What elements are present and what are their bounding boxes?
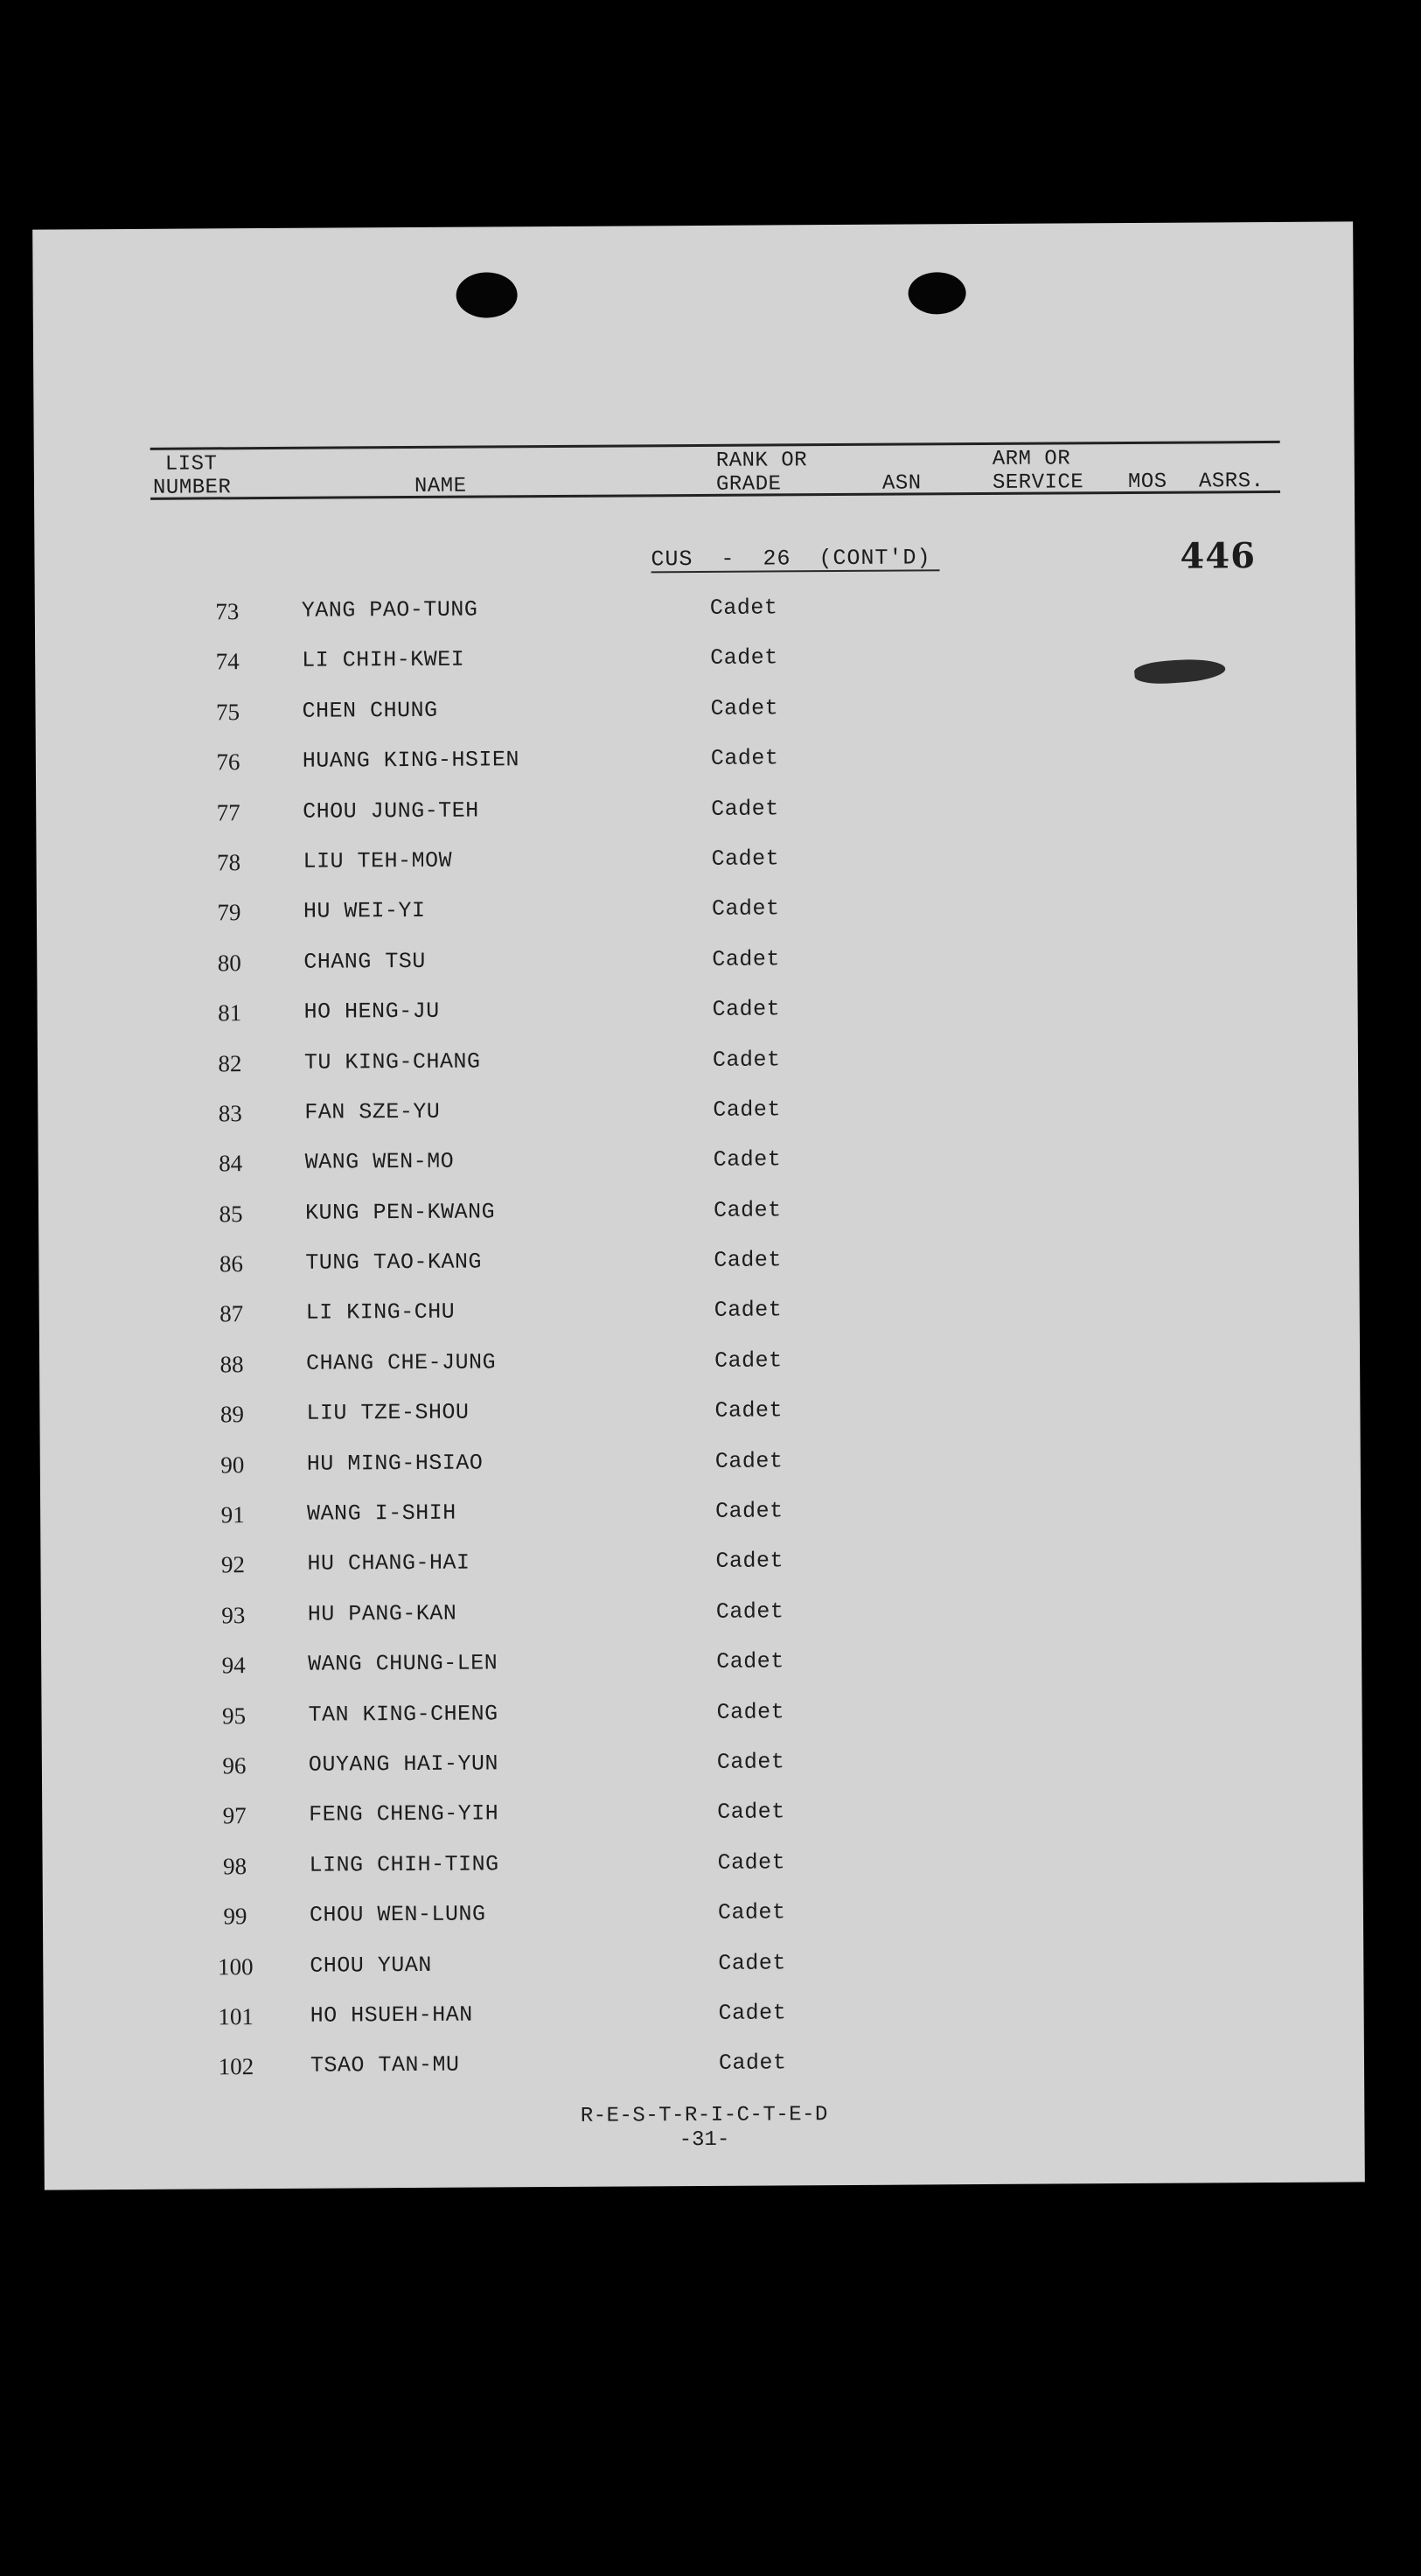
list-number: 94 — [221, 1652, 246, 1679]
person-name: LIU TZE-SHOU — [306, 1399, 470, 1426]
list-number: 80 — [217, 949, 241, 977]
person-name: TUNG TAO-KANG — [305, 1249, 483, 1276]
list-number: 86 — [219, 1250, 243, 1278]
list-number: 73 — [215, 598, 240, 625]
footer-page-number: -31- — [679, 2127, 730, 2153]
page-number-stamp: 446 — [1180, 535, 1257, 577]
list-number: 95 — [221, 1702, 247, 1729]
table-row — [43, 1897, 1363, 1955]
list-number: 85 — [219, 1200, 243, 1228]
list-number: 102 — [218, 2053, 254, 2080]
table-row — [38, 1144, 1359, 1202]
rank-grade: Cadet — [713, 1097, 781, 1123]
person-name: HU CHANG-HAI — [307, 1550, 470, 1577]
person-name: CHANG TSU — [303, 948, 426, 975]
person-name: HU PANG-KAN — [307, 1600, 457, 1627]
table-row — [40, 1445, 1361, 1503]
rank-grade: Cadet — [715, 1498, 784, 1524]
list-number: 74 — [215, 648, 240, 675]
list-number: 101 — [218, 2003, 254, 2030]
person-name: WANG I-SHIH — [307, 1500, 456, 1527]
rank-grade: Cadet — [709, 595, 778, 621]
list-number: 82 — [218, 1049, 242, 1076]
list-number: 100 — [217, 1953, 254, 1980]
person-name: LI KING-CHU — [305, 1299, 456, 1326]
header-mos: MOS — [1127, 470, 1167, 494]
header-arm-line1: ARM OR — [992, 447, 1071, 471]
list-number: 98 — [223, 1852, 247, 1880]
table-row — [44, 2047, 1364, 2106]
list-number: 90 — [220, 1451, 245, 1478]
list-number: 97 — [222, 1802, 247, 1829]
person-name: HO HENG-JU — [303, 998, 440, 1025]
header-asrs: ASRS. — [1198, 470, 1264, 494]
table-row — [41, 1595, 1362, 1654]
table-row — [43, 1946, 1363, 2005]
table-row — [38, 993, 1358, 1052]
rank-grade: Cadet — [711, 795, 779, 822]
section-title: CUS - 26 (CONT'D) — [651, 545, 931, 573]
person-name: TAN KING-CHENG — [308, 1701, 498, 1728]
table-row — [38, 1043, 1358, 1102]
list-number: 93 — [221, 1601, 246, 1629]
list-number: 78 — [216, 849, 241, 876]
header-name: NAME — [414, 474, 467, 498]
person-name: CHEN CHUNG — [302, 697, 438, 724]
list-number: 92 — [220, 1551, 246, 1578]
table-row — [37, 842, 1357, 901]
document-page — [32, 221, 1365, 2190]
rank-grade: Cadet — [714, 1448, 784, 1474]
list-number: 81 — [218, 999, 242, 1027]
person-name: LING CHIH-TING — [309, 1851, 499, 1878]
header-rank-line2: GRADE — [715, 472, 782, 497]
table-row — [41, 1695, 1362, 1754]
rank-grade: Cadet — [713, 1197, 782, 1223]
rank-grade: Cadet — [717, 1849, 786, 1876]
header-asn: ASN — [881, 471, 922, 496]
table-row — [37, 943, 1357, 1001]
rank-grade: Cadet — [717, 1899, 786, 1926]
person-name: FENG CHENG-YIH — [309, 1800, 499, 1828]
rank-grade: Cadet — [715, 1548, 784, 1575]
table-row — [38, 1194, 1359, 1252]
list-number: 76 — [216, 748, 240, 776]
rank-grade: Cadet — [710, 695, 779, 721]
person-name: CHOU JUNG-TEH — [303, 797, 479, 825]
list-number: 83 — [218, 1100, 242, 1127]
table-row — [40, 1494, 1361, 1553]
roster-list — [35, 591, 1364, 2105]
rank-grade: Cadet — [712, 1046, 781, 1073]
person-name: WANG CHUNG-LEN — [308, 1650, 498, 1677]
person-name: YANG PAO-TUNG — [301, 596, 478, 623]
person-name: WANG WEN-MO — [304, 1149, 455, 1176]
table-row — [42, 1796, 1362, 1855]
list-number: 89 — [219, 1401, 245, 1428]
table-row — [38, 1243, 1359, 1302]
table-row — [40, 1545, 1361, 1604]
person-name: TSAO TAN-MU — [310, 2052, 460, 2079]
person-name: OUYANG HAI-YUN — [308, 1751, 499, 1778]
restricted-marking: R-E-S-T-R-I-C-T-E-D — [580, 2103, 829, 2128]
rank-grade: Cadet — [710, 745, 779, 772]
rank-grade: Cadet — [714, 1347, 783, 1374]
rank-grade: Cadet — [711, 895, 780, 922]
table-row — [37, 893, 1357, 951]
table-row — [43, 1846, 1363, 1904]
rank-grade: Cadet — [711, 846, 780, 872]
list-number: 77 — [216, 798, 240, 825]
person-name: CHOU YUAN — [310, 1952, 432, 1979]
header-list-number-line2: NUMBER — [152, 476, 232, 500]
person-name: HO HSUEH-HAN — [310, 2002, 473, 2029]
rank-grade: Cadet — [713, 1146, 782, 1173]
table-row — [42, 1745, 1362, 1804]
rank-grade: Cadet — [715, 1598, 784, 1625]
rank-grade: Cadet — [716, 1648, 784, 1675]
person-name: KUNG PEN-KWANG — [304, 1199, 496, 1226]
rank-grade: Cadet — [717, 1799, 785, 1826]
list-number: 84 — [219, 1150, 243, 1177]
header-rule-top — [150, 441, 1280, 450]
list-number: 79 — [217, 899, 241, 926]
header-list-number-line1: LIST — [164, 452, 218, 477]
list-number: 91 — [220, 1501, 245, 1528]
list-number: 75 — [215, 698, 240, 726]
table-row — [39, 1395, 1360, 1453]
person-name: LIU TEH-MOW — [303, 847, 453, 874]
person-name: HUANG KING-HSIEN — [302, 747, 520, 774]
table-row — [35, 591, 1355, 650]
list-number: 96 — [222, 1752, 247, 1779]
list-number: 99 — [223, 1903, 247, 1930]
rank-grade: Cadet — [712, 996, 781, 1023]
header-arm-line2: SERVICE — [992, 470, 1084, 495]
list-number: 88 — [219, 1351, 244, 1378]
table-row — [35, 692, 1355, 750]
rank-grade: Cadet — [716, 1699, 785, 1725]
person-name: CHANG CHE-JUNG — [306, 1349, 497, 1376]
table-row — [41, 1646, 1362, 1704]
header-rank-line1: RANK OR — [715, 449, 808, 473]
punch-hole-left — [456, 272, 517, 317]
rank-grade: Cadet — [710, 644, 778, 672]
rank-grade: Cadet — [714, 1397, 784, 1424]
rank-grade: Cadet — [718, 2050, 787, 2077]
person-name: HU WEI-YI — [303, 898, 426, 925]
list-number: 87 — [219, 1300, 244, 1327]
rank-grade: Cadet — [714, 1247, 782, 1273]
rank-grade: Cadet — [718, 2000, 787, 2026]
table-row — [39, 1344, 1360, 1403]
person-name: FAN SZE-YU — [304, 1098, 441, 1125]
rank-grade: Cadet — [712, 946, 780, 972]
punch-hole-right — [908, 272, 965, 314]
table-row — [38, 1093, 1358, 1152]
person-name: TU KING-CHANG — [303, 1048, 481, 1076]
rank-grade: Cadet — [718, 1949, 786, 1976]
table-row — [36, 792, 1356, 851]
table-row — [36, 742, 1356, 801]
rank-grade: Cadet — [716, 1749, 785, 1775]
table-row — [35, 642, 1355, 700]
rank-grade: Cadet — [714, 1297, 783, 1324]
table-row — [44, 1996, 1364, 2055]
person-name: LI CHIH-KWEI — [302, 647, 465, 674]
table-row — [39, 1294, 1360, 1353]
person-name: HU MING-HSIAO — [306, 1450, 484, 1477]
person-name: CHOU WEN-LUNG — [309, 1901, 486, 1928]
